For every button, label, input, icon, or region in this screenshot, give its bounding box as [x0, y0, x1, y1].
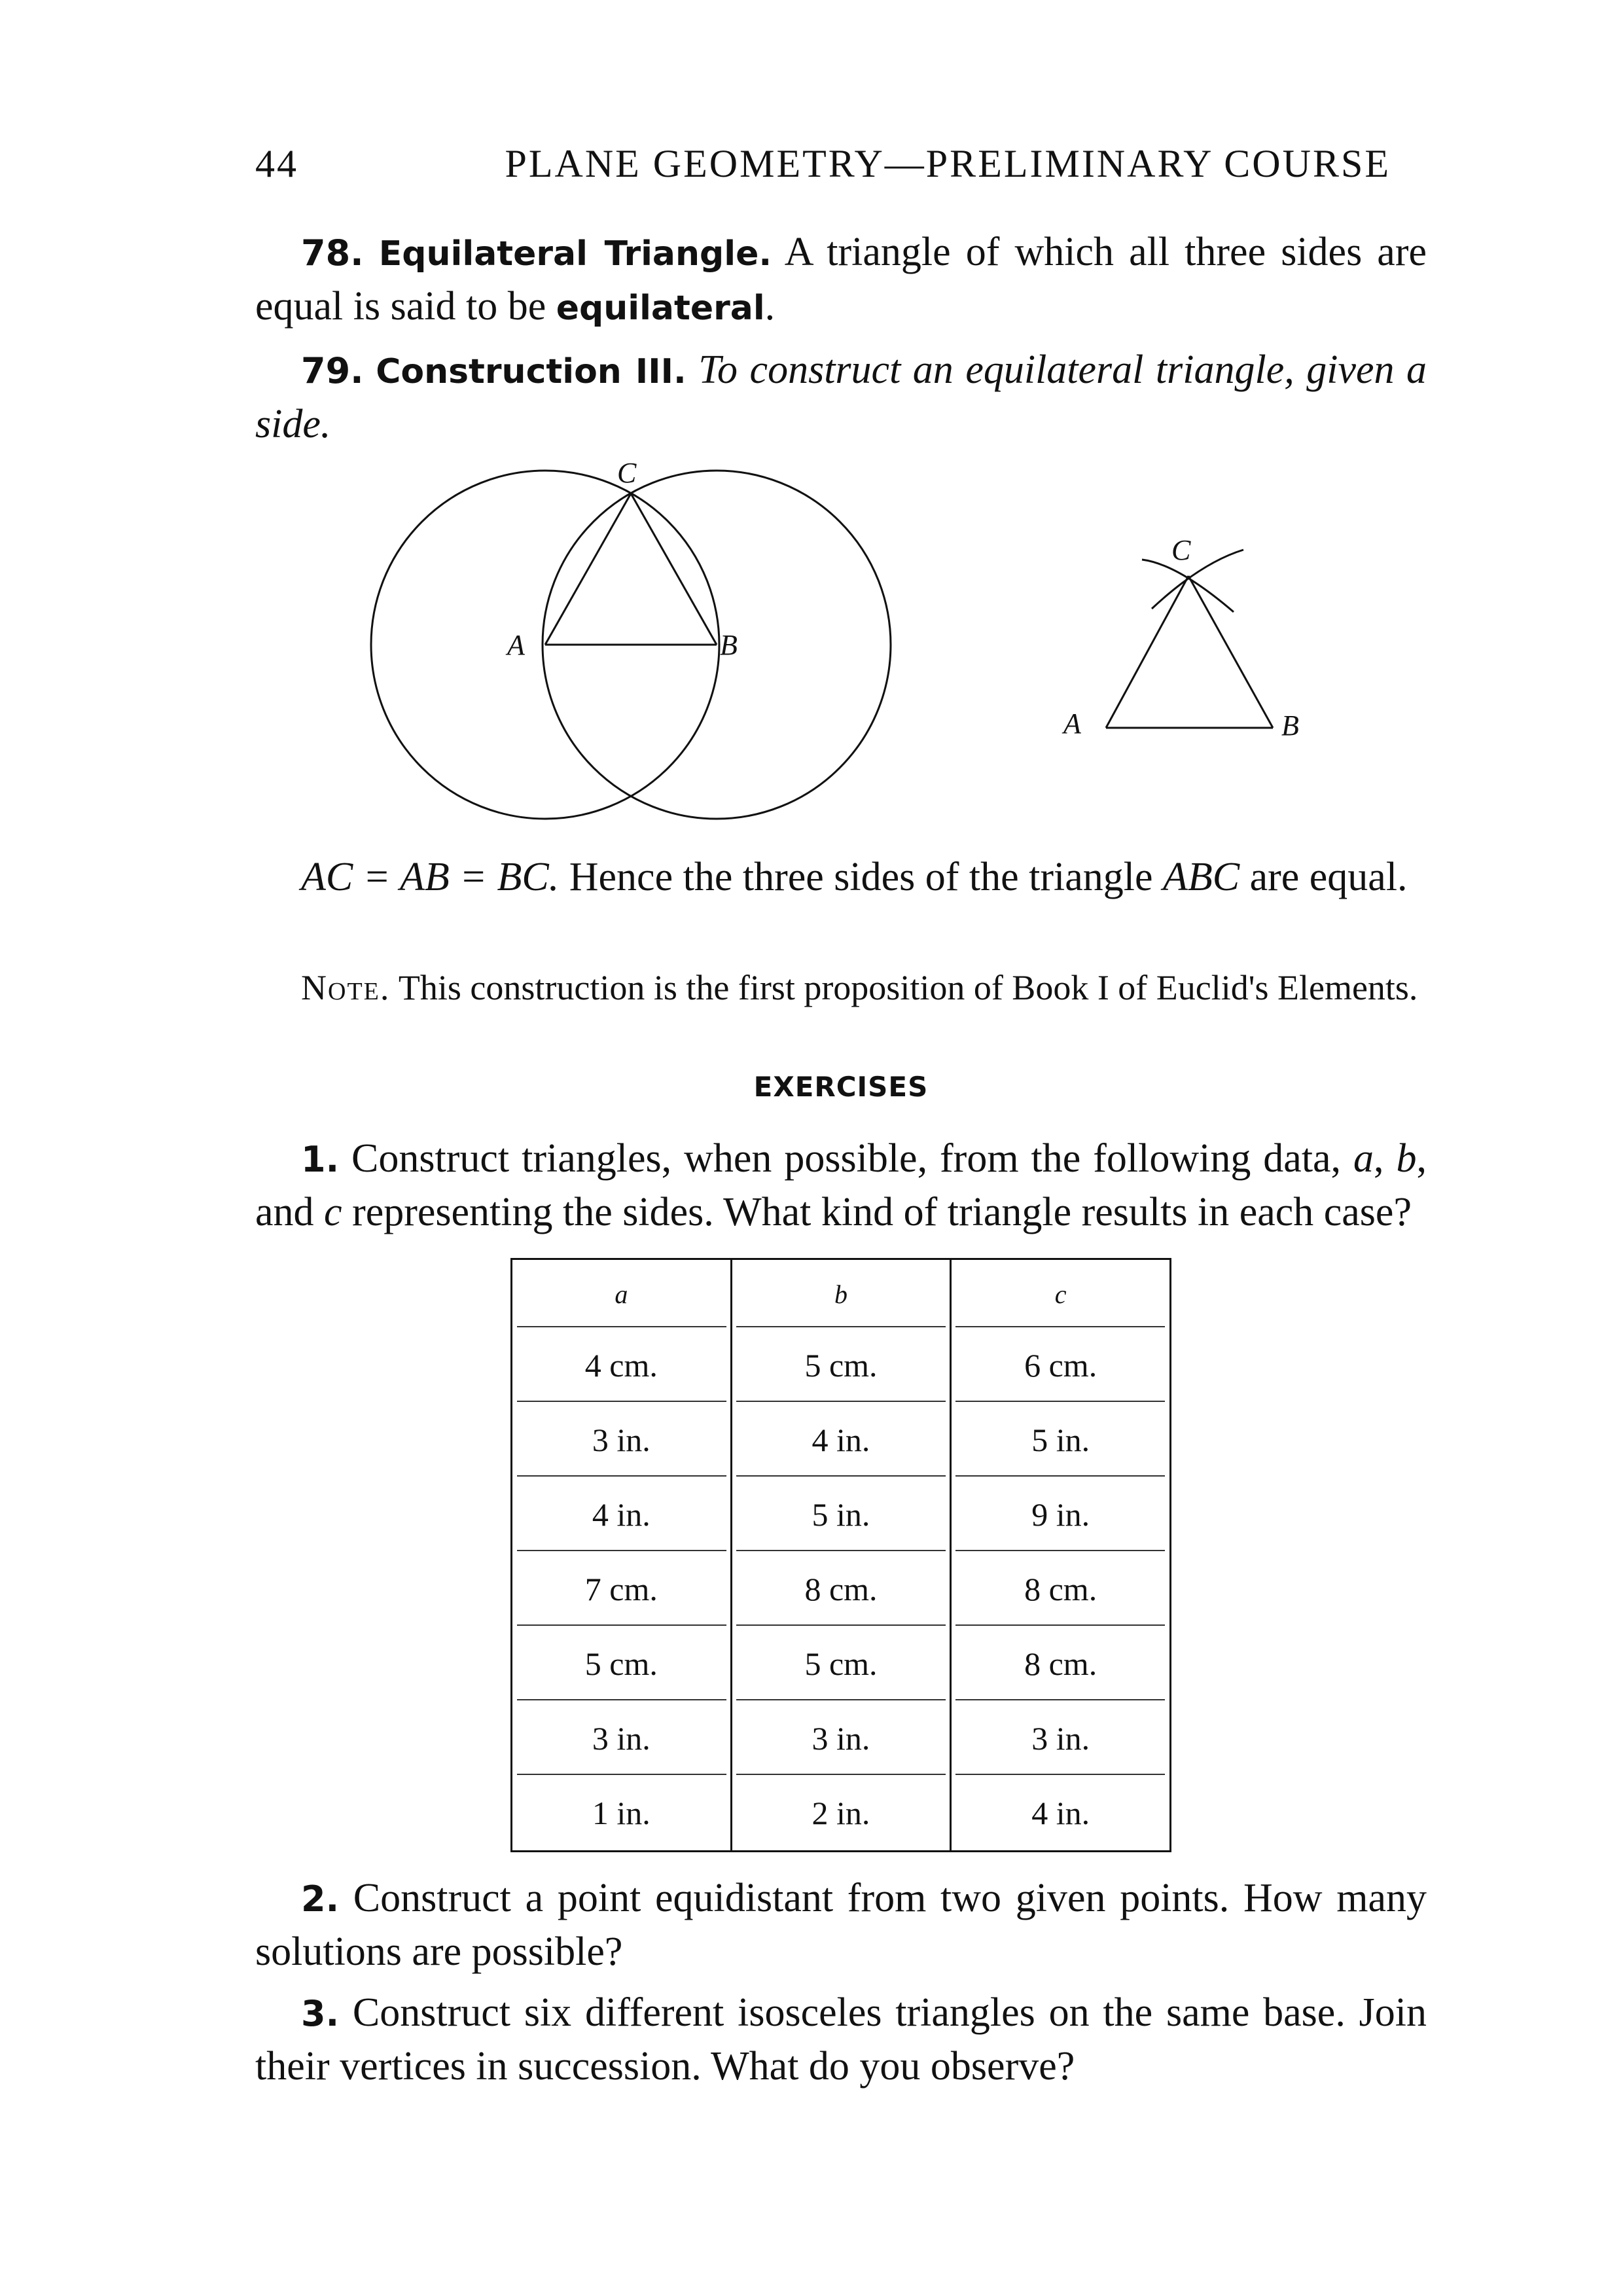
row-rule: [736, 1774, 946, 1775]
table-cell: 9 in.: [951, 1477, 1171, 1552]
table-cell: 6 cm.: [951, 1328, 1171, 1403]
row-rule: [736, 1699, 946, 1700]
label-c-right: C: [1171, 534, 1191, 566]
var-c: c: [324, 1190, 342, 1234]
construction-statement: To construct an equilateral triangle, given a side.: [255, 348, 1427, 446]
exercise-3: [255, 1986, 1427, 2092]
row-rule: [955, 1774, 1165, 1775]
triangle-name: ABC: [1163, 855, 1240, 899]
table-cell: 5 cm.: [512, 1626, 732, 1701]
row-rule: [736, 1550, 946, 1551]
exercises-heading: EXERCISES: [753, 1071, 929, 1103]
exercise-text: Construct six different isosceles triangles on the same base. Join their vertices in succession. What do you observe?: [255, 1990, 1427, 2089]
column-header: a: [512, 1259, 732, 1329]
column-header: b: [731, 1259, 951, 1329]
row-rule: [517, 1550, 726, 1551]
table-cell: 3 in.: [731, 1701, 951, 1776]
row-rule: [517, 1401, 726, 1402]
table-cell: 4 in.: [951, 1776, 1171, 1852]
row-rule: [517, 1699, 726, 1700]
row-rule: [736, 1401, 946, 1402]
proof-text: Hence the three sides of the triangle: [559, 855, 1163, 899]
table-cell: 3 in.: [512, 1701, 732, 1776]
section-term: Equilateral Triangle.: [378, 234, 772, 274]
row-rule: [955, 1624, 1165, 1626]
section-text-end: .: [764, 284, 776, 329]
table-cell: 5 in.: [731, 1477, 951, 1552]
table-cell: 8 cm.: [731, 1552, 951, 1626]
table-row: [512, 1477, 1171, 1552]
exercise-2: [255, 1872, 1427, 1978]
table-cell: 8 cm.: [951, 1626, 1171, 1701]
equation: AC = AB = BC.: [301, 855, 560, 899]
row-rule: [955, 1401, 1165, 1402]
table-row: [512, 1701, 1171, 1776]
row-rule: [517, 1475, 726, 1477]
table-header-row: [512, 1259, 1171, 1329]
table-cell: 5 in.: [951, 1403, 1171, 1477]
exercise-number: 1.: [301, 1139, 340, 1180]
segment-ac: [545, 493, 631, 645]
sep-2: , and: [255, 1136, 1427, 1234]
circle-center-b: [543, 471, 891, 819]
column-header: c: [951, 1259, 1171, 1329]
row-rule: [517, 1624, 726, 1626]
table-cell: 2 in.: [731, 1776, 951, 1852]
arc-from-a: [1142, 560, 1234, 612]
table-cell: 5 cm.: [731, 1328, 951, 1403]
table-row: [512, 1776, 1171, 1852]
book-title: PLANE GEOMETRY—PRELIMINARY COURSE: [505, 141, 1391, 185]
note-label: Note.: [301, 968, 391, 1007]
proof-text-end: are equal.: [1240, 855, 1408, 899]
label-a-right: A: [1063, 708, 1081, 740]
section-79: [255, 344, 1427, 450]
var-b: b: [1396, 1136, 1417, 1181]
proof: [255, 851, 1427, 903]
segment-bc-right: [1188, 576, 1273, 728]
arc-from-b: [1152, 550, 1243, 609]
label-b: B: [720, 629, 738, 661]
row-rule: [517, 1774, 726, 1775]
row-rule: [736, 1624, 946, 1626]
exercise-number: 3.: [301, 1993, 340, 2034]
note: [255, 965, 1427, 1010]
running-header: [255, 134, 1391, 193]
exercise-number: 2.: [301, 1878, 340, 1920]
table-cell: 8 cm.: [951, 1552, 1171, 1626]
circle-center-a: [371, 471, 719, 819]
table-cell: 3 in.: [951, 1701, 1171, 1776]
exercise-1: [255, 1132, 1427, 1238]
row-rule: [736, 1475, 946, 1477]
table-cell: 5 cm.: [731, 1626, 951, 1701]
label-c: C: [617, 457, 637, 489]
row-rule: [955, 1475, 1165, 1477]
table-row: [512, 1328, 1171, 1403]
section-text: A triangle of which all three sides are equal is said to be: [255, 230, 1427, 329]
label-b-right: B: [1281, 709, 1299, 742]
table-cell: 3 in.: [512, 1403, 732, 1477]
table-cell: 1 in.: [512, 1776, 732, 1852]
row-rule: [955, 1550, 1165, 1551]
table-row: [512, 1626, 1171, 1701]
row-rule: [955, 1699, 1165, 1700]
section-term: Construction III.: [376, 352, 687, 391]
sep-1: ,: [1374, 1136, 1397, 1181]
page-number: 44: [255, 141, 298, 185]
section-78: [255, 226, 1427, 334]
exercise-text-end: representing the sides. What kind of triangle results in each case?: [342, 1190, 1412, 1234]
table-row: [512, 1552, 1171, 1626]
table-row: [512, 1403, 1171, 1477]
row-rule: [517, 1326, 726, 1327]
table-cell: 4 in.: [512, 1477, 732, 1552]
segment-bc: [631, 493, 717, 645]
section-number: 79.: [301, 350, 364, 391]
note-text: This construction is the first proposition of Book I of Euclid's Elements.: [390, 968, 1418, 1007]
defined-term: equilateral: [556, 289, 765, 328]
var-a: a: [1353, 1136, 1374, 1181]
section-number: 78.: [301, 232, 364, 274]
row-rule: [736, 1326, 946, 1327]
label-a: A: [507, 629, 525, 661]
exercise-text: Construct a point equidistant from two given points. How many solutions are possible?: [255, 1876, 1427, 1974]
segment-ac-right: [1106, 576, 1188, 728]
table-cell: 4 in.: [731, 1403, 951, 1477]
exercise-text: Construct triangles, when possible, from the following data,: [339, 1136, 1354, 1181]
row-rule: [955, 1326, 1165, 1327]
table-cell: 4 cm.: [512, 1328, 732, 1403]
table-cell: 7 cm.: [512, 1552, 732, 1626]
side-lengths-table: [510, 1258, 1171, 1852]
